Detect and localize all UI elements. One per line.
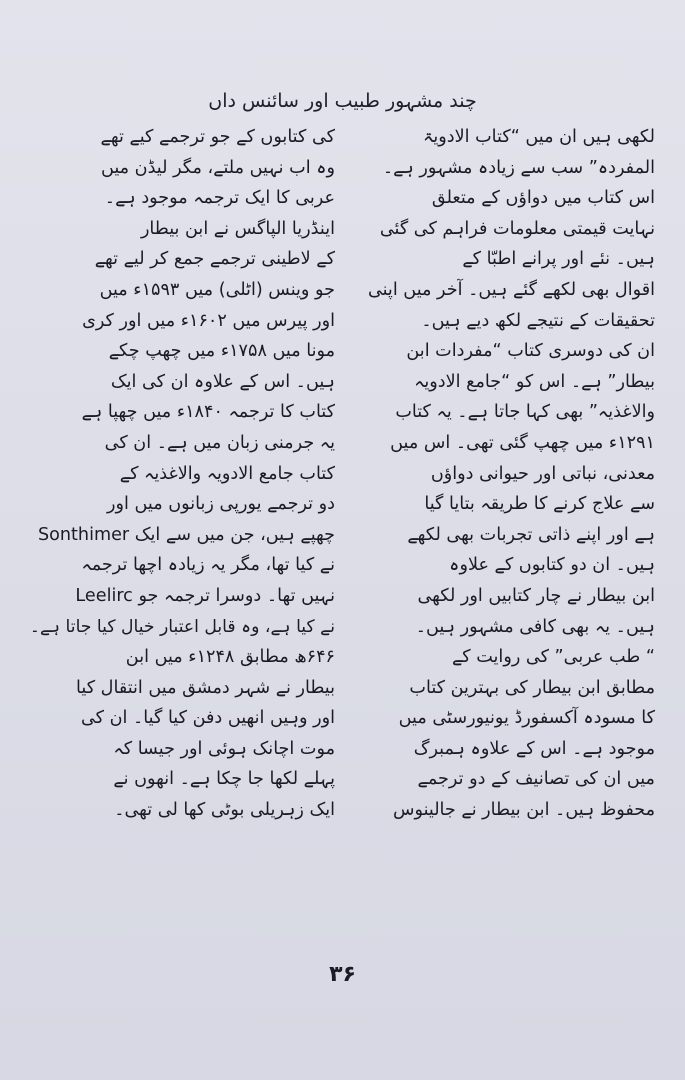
text-line: کی کتابوں کے جو ترجمے کیے تھے: [100, 127, 335, 147]
page-number: ۳۶: [329, 962, 356, 987]
text-line: ایک زہریلی بوٹی کھا لی تھی۔: [114, 800, 335, 821]
text-line: وہ اب نہیں ملتے، مگر لیڈن میں: [100, 157, 335, 178]
text-line: نہایت قیمتی معلومات فراہم کی گئی: [379, 218, 655, 239]
text-line: “ طب عربی” کی روایت کے: [451, 647, 655, 668]
text-line: اینڈریا الپاگس نے ابن بیطار: [140, 218, 335, 239]
text-line: نہیں تھا۔ دوسرا ترجمہ جو Leelirc: [75, 585, 335, 606]
text-line: ہے اور اپنے ذاتی تجربات بھی لکھے: [407, 524, 655, 545]
text-line: لکھی ہیں ان میں “کتاب الادویۃ: [423, 127, 655, 147]
text-line: ۱۲۹۱ء میں چھپ گئی تھی۔ اس میں: [390, 432, 655, 453]
text-line: پہلے لکھا جا چکا ہے۔ انھوں نے: [113, 769, 335, 790]
text-line: بیطار نے شہر دمشق میں انتقال کیا: [76, 677, 335, 698]
text-line: چھپے ہیں، جن میں سے ایک Sonthimer: [37, 524, 335, 545]
text-line: اور وہیں انھیں دفن کیا گیا۔ ان کی: [80, 708, 335, 729]
text-line: ہیں۔ نئے اور پرانے اطبّا کے: [462, 249, 655, 270]
text-line: ۶۴۶ھ مطابق ۱۲۴۸ء میں ابن: [125, 647, 335, 668]
text-line: مونا میں ۱۷۵۸ء میں چھپ چکے: [108, 341, 335, 362]
text-line: کتاب کا ترجمہ ۱۸۴۰ء میں چھپا ہے: [81, 402, 335, 423]
text-line: والاغذیہ” بھی کہا جاتا ہے۔ یہ کتاب: [395, 402, 655, 423]
text-line: کے لاطینی ترجمے جمع کر لیے تھے: [94, 249, 335, 270]
text-line: اس کتاب میں دواؤں کے متعلق: [431, 188, 655, 209]
text-line: محفوظ ہیں۔ ابن بیطار نے جالینوس: [393, 800, 655, 821]
text-line: ہیں۔ ان دو کتابوں کے علاوہ: [449, 555, 655, 576]
text-line: سے علاج کرنے کا طریقہ بتایا گیا: [424, 494, 655, 515]
text-line: جو وینس (اٹلی) میں ۱۵۹۳ء میں: [99, 279, 335, 300]
text-line: اور پیرس میں ۱۶۰۲ء میں اور کری: [82, 310, 335, 331]
running-header: چند مشہور طبیب اور سائنس داں: [208, 90, 477, 112]
text-line: ان کی دوسری کتاب “مفردات ابن: [406, 341, 655, 362]
right-text-column: [355, 122, 655, 826]
text-line: اقوال بھی لکھے گئے ہیں۔ آخر میں اپنی: [367, 279, 655, 300]
text-line: موت اچانک ہوئی اور جیسا کہ: [113, 738, 335, 759]
text-line: بیطار” ہے۔ اس کو “جامع الادویہ: [414, 371, 655, 392]
text-line: معدنی، نباتی اور حیوانی دواؤں: [430, 463, 655, 484]
text-line: المفردہ” سب سے زیادہ مشہور ہے۔: [382, 157, 655, 178]
text-line: نے کیا تھا، مگر یہ زیادہ اچھا ترجمہ: [81, 555, 335, 576]
text-line: میں ان کی تصانیف کے دو ترجمے: [417, 769, 655, 790]
text-line: تحقیقات کے نتیجے لکھ دیے ہیں۔: [421, 310, 655, 331]
text-line: یہ جرمنی زبان میں ہے۔ ان کی: [104, 432, 335, 453]
text-line: عربی کا ایک ترجمہ موجود ہے۔: [104, 188, 335, 209]
text-line: دو ترجمے یورپی زبانوں میں اور: [107, 494, 335, 515]
text-line: ہیں۔ یہ بھی کافی مشہور ہیں۔: [415, 616, 655, 637]
text-line: نے کیا ہے، وہ قابل اعتبار خیال کیا جاتا ہے۔: [30, 616, 335, 637]
text-line: کا مسودہ آکسفورڈ یونیورسٹی میں: [398, 708, 655, 729]
text-line: کتاب جامع الادویہ والاغذیہ کے: [119, 463, 335, 484]
text-line: موجود ہے۔ اس کے علاوہ ہمبرگ: [413, 738, 655, 759]
text-line: ہیں۔ اس کے علاوہ ان کی ایک: [110, 371, 335, 392]
text-line: مطابق ابن بیطار کی بہترین کتاب: [409, 677, 655, 698]
left-text-column: [30, 122, 335, 826]
text-line: ابن بیطار نے چار کتابیں اور لکھی: [417, 585, 655, 606]
